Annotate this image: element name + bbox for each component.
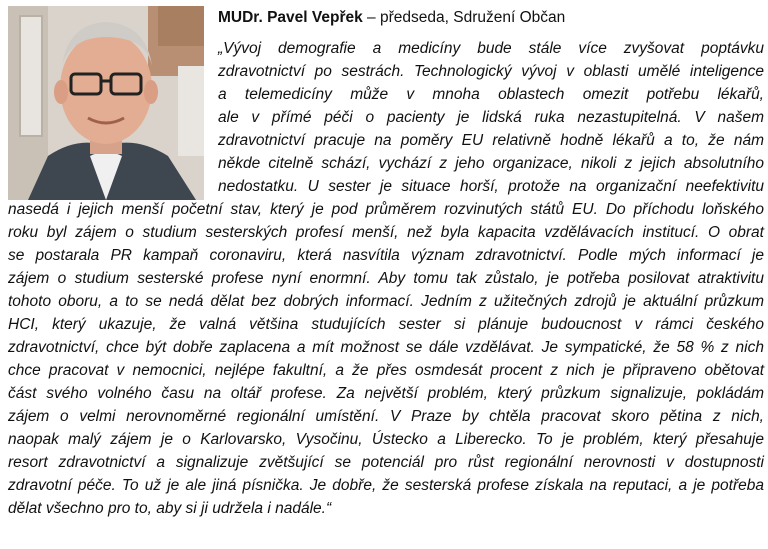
quote-line: „Vývoj demografie a medicíny bude stále více zvyšovat poptávku bbox=[218, 40, 764, 57]
quote-line: dělat všechno pro to, aby si ji udržela i nadále.“ bbox=[8, 500, 332, 517]
quote-line: zdravotnictví, chce být dobře zaplacena a mít možnost se dále vzdělávat. Je sympatické, že 58 % z nich bbox=[8, 339, 764, 356]
quote-line: zdravotní péče. To už je ale jiná písnička. Je dobře, že sesterská profese získala na reputaci, a je potřeba bbox=[8, 477, 764, 494]
author-name: MUDr. Pavel Vepřek bbox=[218, 9, 363, 26]
quote-line: část svého volného času na oltář profese. Za největší problém, který průzkum signalizuje, pokládám bbox=[8, 385, 764, 402]
quote-line: zdravotnictví pracuje na poměry EU relativně hodně lékařů a to, že nám bbox=[218, 132, 764, 149]
portrait-photo bbox=[8, 6, 204, 200]
quote-line: ale v přímé péči o pacienty je lidská ruka nezastupitelná. V našem bbox=[218, 109, 764, 126]
quote-line: a telemedicíny může v mnoha oblastech omezit potřebu lékařů, bbox=[218, 86, 764, 103]
quote-line: zdravotnictví po sestrách. Technologický vývoj v oblasti umělé inteligence bbox=[218, 63, 764, 80]
quote-line: zájem o velmi nerovnoměrné regionální umístění. V Praze by chtěla pracovat skoro pětina z nich, bbox=[8, 408, 764, 425]
quote-line: nedostatku. U sester je situace horší, protože na organizační neefektivitu bbox=[218, 178, 764, 195]
quote-line: resort zdravotnictví a signalizuje zvětšující se potenciál pro růst regionální nerovnosti v dostupnosti bbox=[8, 454, 764, 471]
quote-line: chce pracovat v nemocnici, nejlépe fakultní, a že přes osmdesát procent z nich je připraveno obětovat bbox=[8, 362, 764, 379]
quote-line: tohoto oboru, a to se nedá dělat bez dobrých informací. Jedním z užitečných zdrojů je aktuální průzkum bbox=[8, 293, 764, 310]
quote-line: zájem o studium sesterské profese nyní enormní. Aby tomu tak zůstalo, je potřeba posilovat atraktivitu bbox=[8, 270, 764, 287]
author-role: – předseda, Sdružení Občan bbox=[362, 9, 566, 26]
author-header bbox=[218, 9, 565, 27]
quote-line: naopak malý zájem je o Karlovarsko, Vysočinu, Ústecko a Liberecko. To je problém, který přesahuje bbox=[8, 431, 764, 448]
quote-line: nasedá i jejich menší početní stav, který je pod průměrem rozvinutých států EU. Do příchodu loňského bbox=[8, 201, 764, 218]
quote-line: roku byl zájem o studium sesterských profesí menší, než byla kapacita vzdělávacích institucí. O obrat bbox=[8, 224, 764, 241]
quote-line: HCI, který ukazuje, že valná většina studujících sester si plánuje budoucnost v rámci českého bbox=[8, 316, 764, 333]
portrait-image bbox=[8, 6, 204, 200]
quote-line: někde citelně schází, vychází z jeho organizace, nikoli z jejich absolutního bbox=[218, 155, 764, 172]
quote-line: se postarala PR kampaň coronaviru, která nasvítila význam zdravotnictví. Podle mých informací je bbox=[8, 247, 764, 264]
